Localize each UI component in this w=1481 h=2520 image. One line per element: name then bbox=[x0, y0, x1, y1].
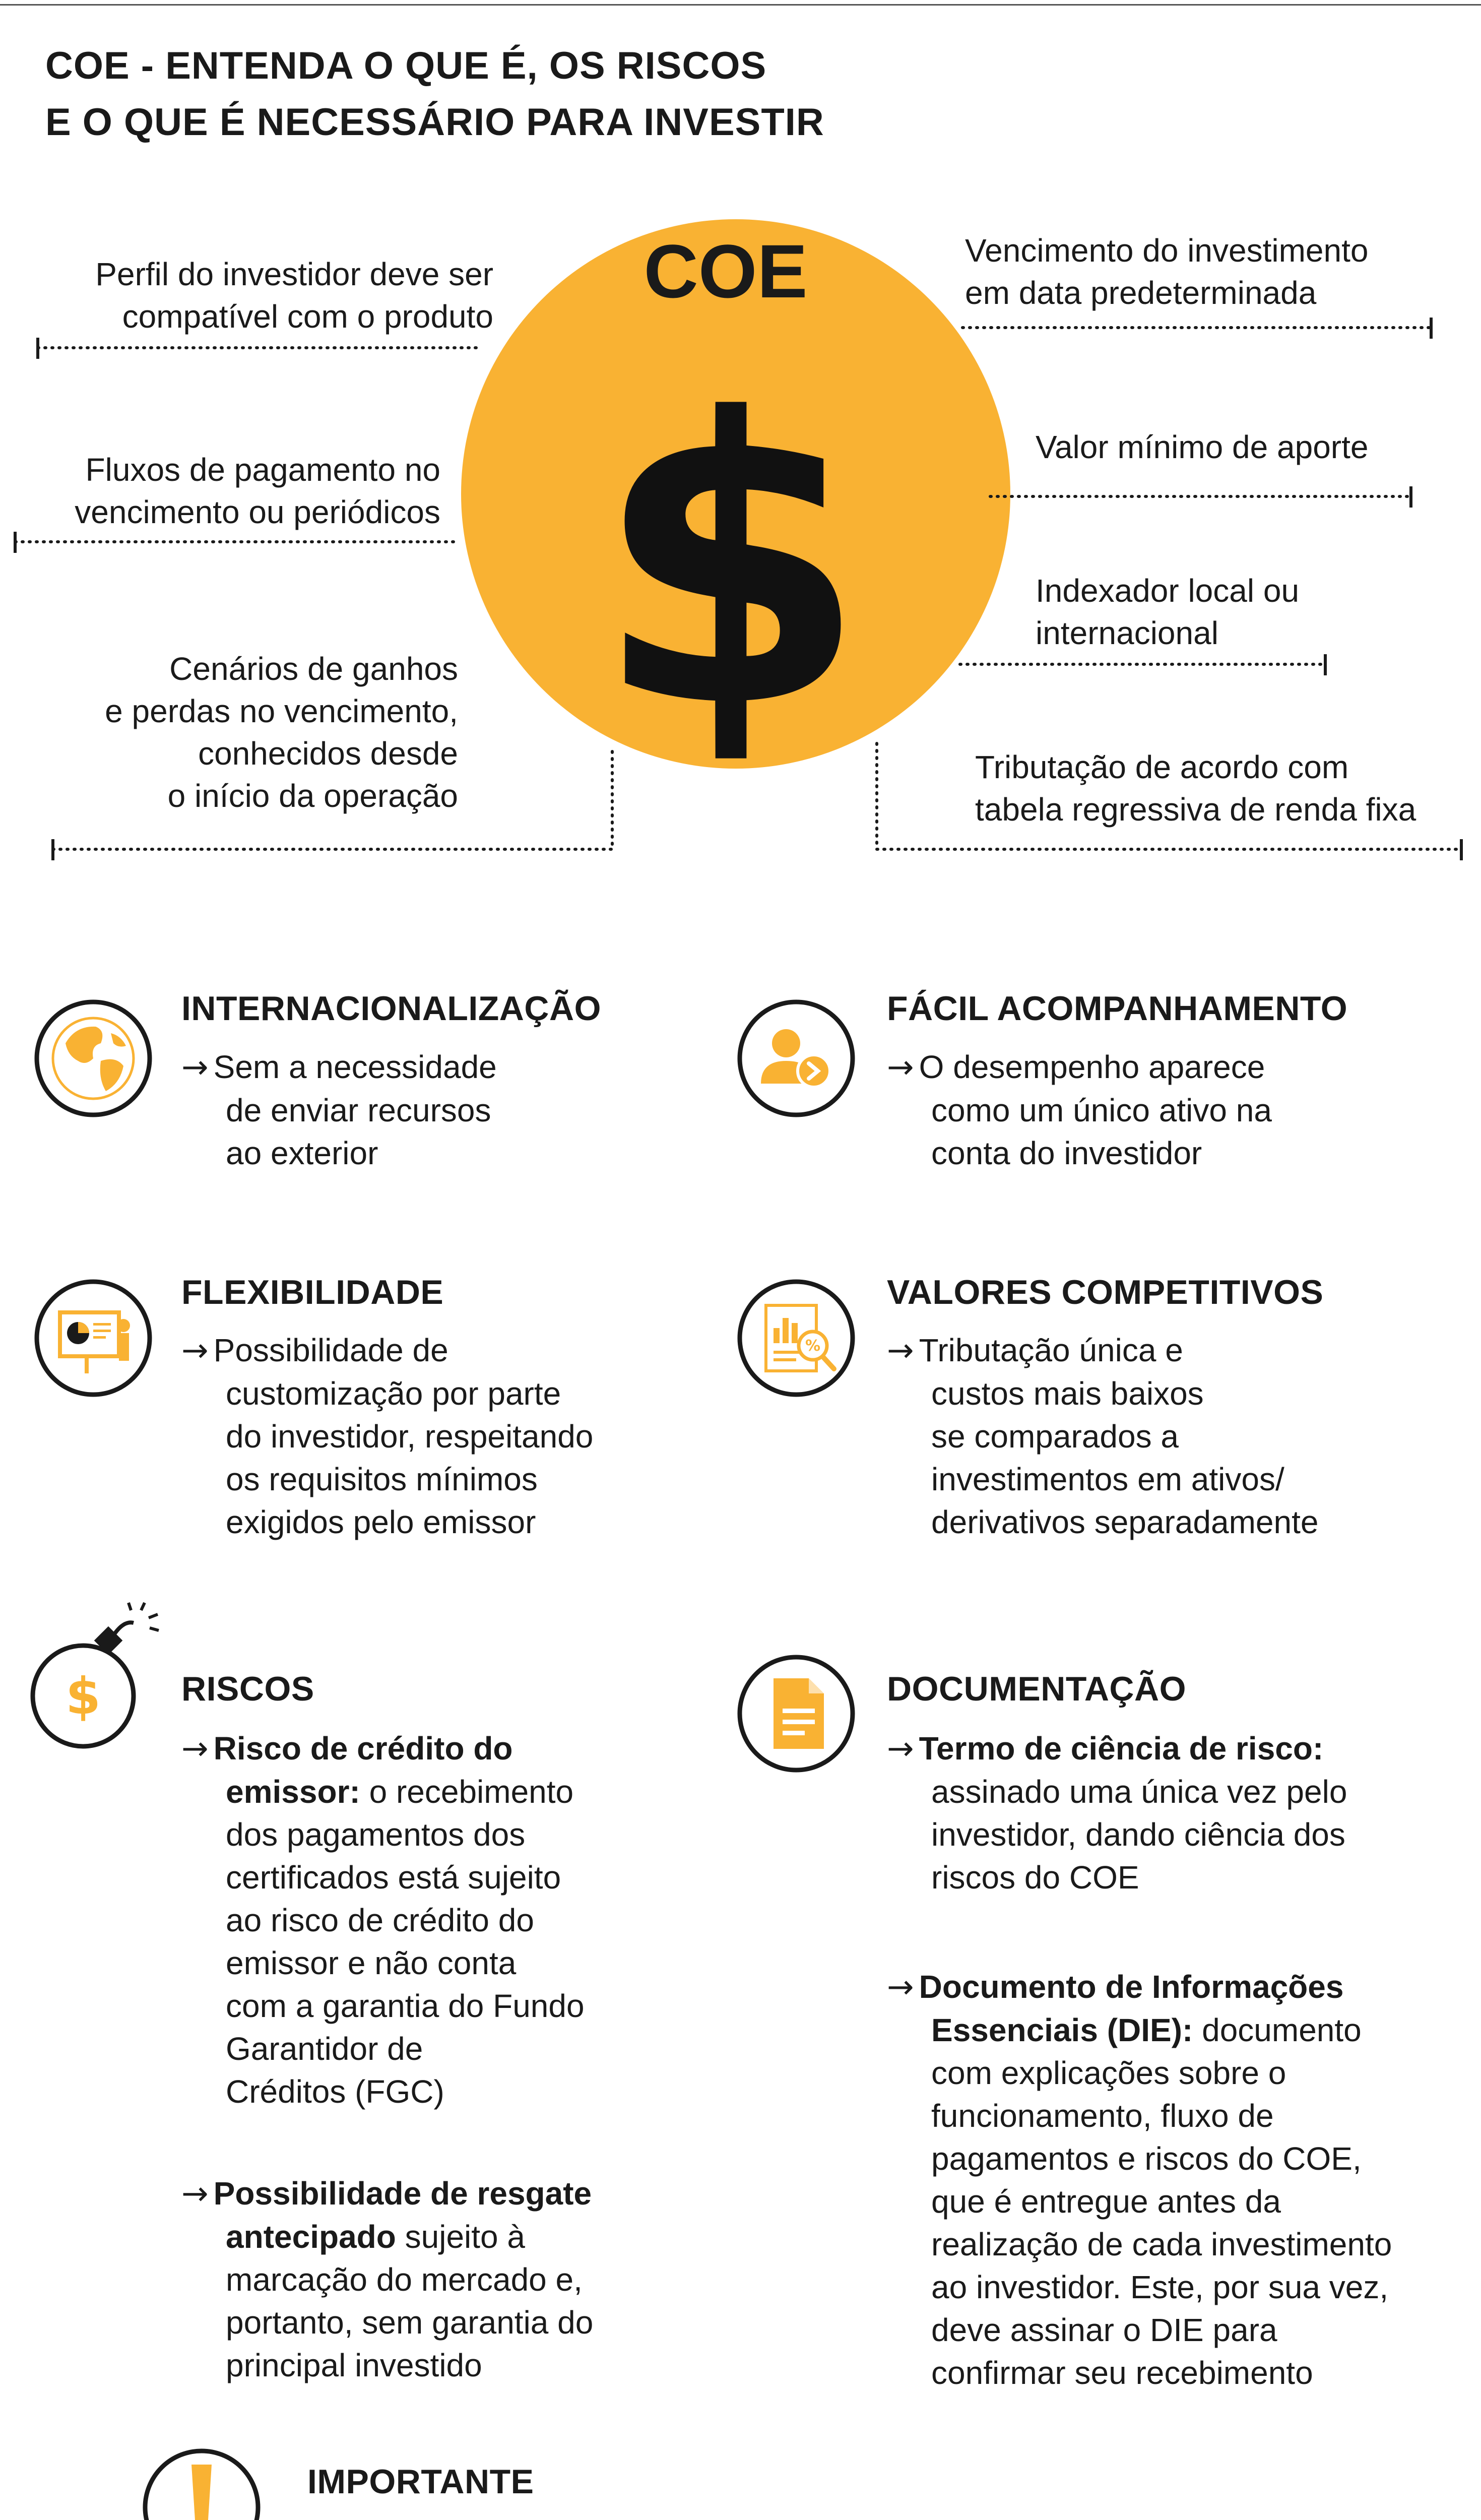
callout-line: o início da operação bbox=[167, 778, 458, 814]
globe-icon bbox=[30, 995, 156, 1121]
callout-line: Fluxos de pagamento no bbox=[85, 452, 440, 488]
text-line: assinado uma única vez pelo bbox=[931, 1774, 1347, 1810]
text-line: ao exterior bbox=[226, 1135, 378, 1171]
text-line-bold: Essenciais (DIE): bbox=[931, 2012, 1193, 2048]
arrow-icon: → bbox=[181, 1049, 209, 1086]
text-line-bold: emissor: bbox=[226, 1774, 360, 1810]
person-arrow-icon bbox=[733, 995, 859, 1121]
document-icon bbox=[733, 1651, 859, 1777]
text-line: os requisitos mínimos bbox=[226, 1461, 538, 1497]
text-line: o recebimento bbox=[360, 1774, 574, 1810]
text-line: Tributação única e bbox=[919, 1332, 1183, 1368]
arrow-icon: → bbox=[887, 1332, 914, 1369]
callout-right-3 bbox=[1036, 570, 1299, 654]
callout-left-2 bbox=[75, 449, 440, 533]
arrow-icon: → bbox=[181, 1332, 209, 1369]
section-body-importante bbox=[307, 2517, 1325, 2520]
arrow-icon: → bbox=[887, 1049, 914, 1086]
text-line: confirmar seu recebimento bbox=[931, 2355, 1313, 2391]
text-line: portanto, sem garantia do bbox=[226, 2304, 594, 2341]
callout-line: Valor mínimo de aporte bbox=[1036, 429, 1369, 465]
text-line: ao investidor. Este, por sua vez, bbox=[931, 2269, 1389, 2305]
text-line: de enviar recursos bbox=[226, 1092, 491, 1128]
text-line: se comparados a bbox=[931, 1418, 1179, 1455]
text-line: marcação do mercado e, bbox=[226, 2261, 583, 2298]
bomb-dollar-icon bbox=[28, 1600, 169, 1751]
text-line: pagamentos e riscos do COE, bbox=[931, 2140, 1362, 2177]
callout-line: Tributação de acordo com bbox=[975, 749, 1349, 785]
callout-line: Perfil do investidor deve ser bbox=[95, 256, 493, 292]
text-line: riscos do COE bbox=[931, 1859, 1139, 1896]
text-line: exigidos pelo emissor bbox=[226, 1504, 536, 1540]
callout-left-1 bbox=[95, 253, 493, 338]
text-line: dos pagamentos dos bbox=[226, 1816, 526, 1853]
section-title-documentacao: DOCUMENTAÇÃO bbox=[887, 1670, 1187, 1708]
callout-line: e perdas no vencimento, bbox=[105, 693, 458, 729]
text-line: Possibilidade de bbox=[213, 1332, 448, 1368]
section-body-documentacao-item-1 bbox=[887, 1727, 1347, 1899]
arrow-icon: → bbox=[181, 2175, 209, 2213]
text-line: ao risco de crédito do bbox=[226, 1902, 534, 1938]
report-magnifier-icon bbox=[733, 1275, 859, 1401]
text-line: funcionamento, fluxo de bbox=[931, 2098, 1274, 2134]
section-body-internacionalizacao bbox=[181, 1046, 497, 1175]
text-line: customização por parte bbox=[226, 1375, 561, 1412]
section-body-flexibilidade bbox=[181, 1329, 593, 1544]
text-line: emissor e não conta bbox=[226, 1945, 517, 1981]
text-line: conta do investidor bbox=[931, 1135, 1202, 1171]
callout-line: vencimento ou periódicos bbox=[75, 494, 440, 530]
title-line-2: E O QUE É NECESSÁRIO PARA INVESTIR bbox=[45, 101, 824, 144]
section-title-riscos: RISCOS bbox=[181, 1670, 314, 1708]
callout-line: internacional bbox=[1036, 615, 1218, 651]
exclamation-icon bbox=[139, 2444, 265, 2520]
text-line-bold: Termo de ciência de risco: bbox=[919, 1730, 1324, 1767]
text-line: que é entregue antes da bbox=[931, 2183, 1281, 2220]
callout-line: compatível com o produto bbox=[122, 298, 493, 335]
text-line: O desempenho aparece bbox=[919, 1049, 1265, 1085]
callout-line: conhecidos desde bbox=[198, 735, 458, 772]
text-line: certificados está sujeito bbox=[226, 1859, 561, 1896]
text-line: realização de cada investimento bbox=[931, 2226, 1392, 2262]
text-line: com explicações sobre o bbox=[931, 2055, 1286, 2091]
arrow-icon: → bbox=[887, 1969, 914, 2006]
text-line: como um único ativo na bbox=[931, 1092, 1272, 1128]
arrow-icon: → bbox=[887, 1730, 914, 1768]
section-title-valores-competitivos: VALORES COMPETITIVOS bbox=[887, 1273, 1324, 1311]
section-body-riscos-item-2 bbox=[181, 2172, 593, 2387]
dollar-symbol: $ bbox=[594, 336, 868, 793]
text-line: sujeito à bbox=[396, 2219, 525, 2255]
callout-left-3 bbox=[105, 648, 458, 817]
text-line: principal investido bbox=[226, 2347, 482, 2383]
text-line: com a garantia do Fundo bbox=[226, 1988, 585, 2024]
callout-line: Vencimento do investimento bbox=[965, 232, 1369, 269]
section-title-importante: IMPORTANTE bbox=[307, 2463, 534, 2501]
arrow-icon: → bbox=[181, 1730, 209, 1768]
presentation-board-icon bbox=[30, 1275, 156, 1401]
text-line: investimentos em ativos/ bbox=[931, 1461, 1284, 1497]
text-line-bold: antecipado bbox=[226, 2219, 396, 2255]
text-line: Garantidor de bbox=[226, 2031, 423, 2067]
callout-right-2 bbox=[1036, 426, 1368, 468]
callout-line: em data predeterminada bbox=[965, 275, 1317, 311]
callout-line: Indexador local ou bbox=[1036, 573, 1300, 609]
section-body-facil-acompanhamento bbox=[887, 1046, 1272, 1175]
svg-text:%: % bbox=[805, 1337, 821, 1355]
text-line: custos mais baixos bbox=[931, 1375, 1204, 1412]
text-line: documento bbox=[1193, 2012, 1362, 2048]
text-line: Sem a necessidade bbox=[213, 1049, 497, 1085]
section-body-riscos-item-1 bbox=[181, 1727, 585, 2113]
text-line-bold: Possibilidade de resgate bbox=[213, 2175, 592, 2212]
callout-line: tabela regressiva de renda fixa bbox=[975, 791, 1416, 828]
section-title-facil-acompanhamento: FÁCIL ACOMPANHAMENTO bbox=[887, 989, 1348, 1028]
callout-line: Cenários de ganhos bbox=[169, 651, 458, 687]
text-line: do investidor, respeitando bbox=[226, 1418, 594, 1455]
text-line: investidor, dando ciência dos bbox=[931, 1816, 1345, 1853]
title-line-1: COE - ENTENDA O QUE É, OS RISCOS bbox=[45, 44, 767, 87]
svg-text:$: $ bbox=[66, 1667, 101, 1726]
section-body-valores-competitivos bbox=[887, 1329, 1318, 1544]
section-title-flexibilidade: FLEXIBILIDADE bbox=[181, 1273, 444, 1311]
text-line: Créditos (FGC) bbox=[226, 2073, 444, 2110]
section-title-internacionalizacao: INTERNACIONALIZAÇÃO bbox=[181, 989, 602, 1028]
coin-label: COE bbox=[643, 229, 808, 313]
callout-right-4 bbox=[975, 746, 1416, 831]
callout-right-1 bbox=[965, 229, 1368, 314]
text-line-bold: Risco de crédito do bbox=[213, 1730, 513, 1767]
section-body-documentacao-item-2 bbox=[887, 1966, 1392, 2395]
text-line-bold: Documento de Informações bbox=[919, 1969, 1344, 2005]
text-line: deve assinar o DIE para bbox=[931, 2312, 1277, 2348]
text-line: derivativos separadamente bbox=[931, 1504, 1319, 1540]
